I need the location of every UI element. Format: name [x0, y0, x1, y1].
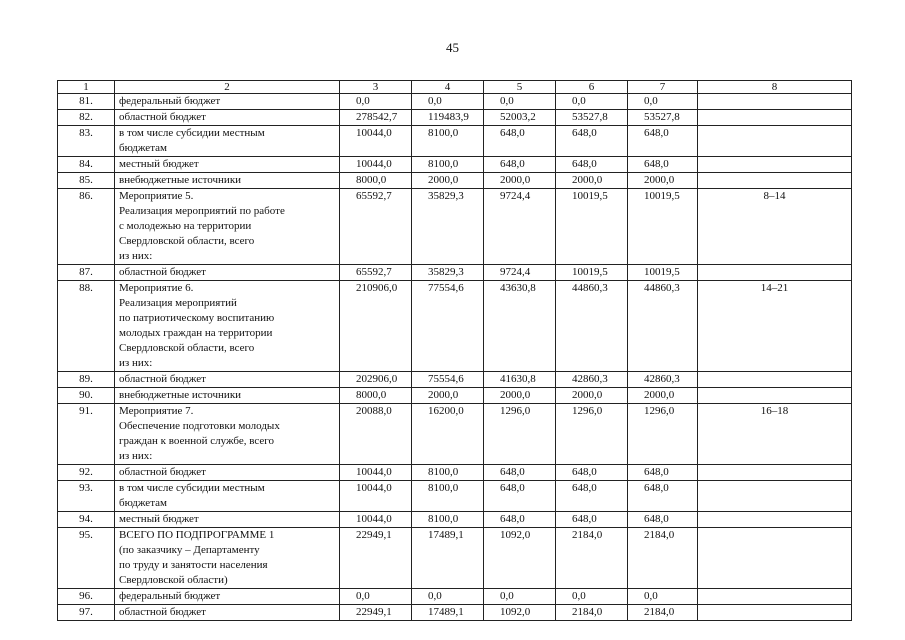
row-name-line: Мероприятие 5.: [119, 190, 194, 202]
target-ref-cell: [698, 94, 852, 110]
value-cell: 10019,5: [628, 189, 698, 265]
table-row: [58, 110, 852, 126]
value-cell: 77554,6: [412, 281, 484, 372]
row-name-line: из них:: [119, 450, 153, 462]
row-name: [115, 94, 340, 110]
row-name: [115, 528, 340, 589]
row-name: [115, 157, 340, 173]
row-number: 83.: [58, 126, 115, 157]
value-cell: 1092,0: [484, 605, 556, 621]
value-cell: 43630,8: [484, 281, 556, 372]
row-name-line: областной бюджет: [119, 111, 206, 123]
value-cell: 2184,0: [628, 605, 698, 621]
target-ref-cell: 8–14: [698, 189, 852, 265]
row-number: 91.: [58, 404, 115, 465]
value-cell: 648,0: [628, 481, 698, 512]
value-cell: 44860,3: [628, 281, 698, 372]
value-cell: 648,0: [628, 465, 698, 481]
value-cell: 53527,8: [556, 110, 628, 126]
header-row: [58, 81, 852, 94]
value-cell: 8100,0: [412, 481, 484, 512]
value-cell: 0,0: [628, 94, 698, 110]
header-cell: 8: [698, 81, 852, 94]
value-cell: 42860,3: [556, 372, 628, 388]
table-row: [58, 281, 852, 372]
budget-table: [57, 80, 852, 621]
value-cell: 0,0: [412, 589, 484, 605]
row-name-line: по патриотическому воспитанию: [119, 312, 275, 324]
row-name-line: Реализация мероприятий: [119, 297, 237, 309]
value-cell: 9724,4: [484, 189, 556, 265]
row-number: 97.: [58, 605, 115, 621]
row-name-line: Свердловской области, всего: [119, 235, 255, 247]
row-number: 94.: [58, 512, 115, 528]
value-cell: 8000,0: [340, 388, 412, 404]
value-cell: 10044,0: [340, 157, 412, 173]
value-cell: 648,0: [556, 465, 628, 481]
value-cell: 10044,0: [340, 126, 412, 157]
target-ref-cell: [698, 528, 852, 589]
target-ref-cell: [698, 372, 852, 388]
row-name-line: из них:: [119, 357, 153, 369]
table-row: [58, 528, 852, 589]
table-row: [58, 404, 852, 465]
row-number: 92.: [58, 465, 115, 481]
row-number: 95.: [58, 528, 115, 589]
value-cell: 278542,7: [340, 110, 412, 126]
value-cell: 0,0: [556, 94, 628, 110]
row-name-line: (по заказчику – Департаменту: [119, 544, 260, 556]
value-cell: 8100,0: [412, 157, 484, 173]
header-cell: 5: [484, 81, 556, 94]
value-cell: 2000,0: [556, 173, 628, 189]
table-row: [58, 157, 852, 173]
value-cell: 648,0: [484, 481, 556, 512]
value-cell: 9724,4: [484, 265, 556, 281]
row-name: [115, 372, 340, 388]
row-name-line: областной бюджет: [119, 373, 206, 385]
table-row: [58, 173, 852, 189]
value-cell: 648,0: [628, 126, 698, 157]
row-name-line: в том числе субсидии местным: [119, 127, 265, 139]
table-row: [58, 126, 852, 157]
row-name-line: Свердловской области, всего: [119, 342, 255, 354]
value-cell: 648,0: [556, 512, 628, 528]
table-body: [58, 94, 852, 621]
value-cell: 17489,1: [412, 528, 484, 589]
value-cell: 8100,0: [412, 465, 484, 481]
target-ref-cell: [698, 465, 852, 481]
value-cell: 0,0: [340, 589, 412, 605]
row-name-line: Свердловской области): [119, 574, 228, 586]
row-name-line: молодых граждан на территории: [119, 327, 273, 339]
header-cell: 1: [58, 81, 115, 94]
value-cell: 0,0: [340, 94, 412, 110]
header-cell: 6: [556, 81, 628, 94]
row-name: [115, 110, 340, 126]
row-name: [115, 512, 340, 528]
value-cell: 2000,0: [412, 173, 484, 189]
row-number: 87.: [58, 265, 115, 281]
row-name: [115, 605, 340, 621]
value-cell: 35829,3: [412, 189, 484, 265]
value-cell: 648,0: [484, 157, 556, 173]
value-cell: 648,0: [556, 481, 628, 512]
value-cell: 2184,0: [556, 528, 628, 589]
row-name-line: с молодежью на территории: [119, 220, 252, 232]
value-cell: 0,0: [412, 94, 484, 110]
row-name: [115, 281, 340, 372]
value-cell: 0,0: [484, 589, 556, 605]
value-cell: 0,0: [628, 589, 698, 605]
row-name-line: областной бюджет: [119, 266, 206, 278]
value-cell: 42860,3: [628, 372, 698, 388]
value-cell: 2000,0: [628, 388, 698, 404]
value-cell: 2184,0: [628, 528, 698, 589]
value-cell: 35829,3: [412, 265, 484, 281]
value-cell: 210906,0: [340, 281, 412, 372]
header-cell: 3: [340, 81, 412, 94]
target-ref-cell: [698, 388, 852, 404]
value-cell: 10044,0: [340, 465, 412, 481]
value-cell: 648,0: [484, 465, 556, 481]
row-name-line: бюджетам: [119, 497, 167, 509]
header-cell: 4: [412, 81, 484, 94]
value-cell: 8000,0: [340, 173, 412, 189]
header-cell: 2: [115, 81, 340, 94]
value-cell: 52003,2: [484, 110, 556, 126]
row-name: [115, 481, 340, 512]
row-number: 88.: [58, 281, 115, 372]
value-cell: 65592,7: [340, 265, 412, 281]
row-number: 82.: [58, 110, 115, 126]
target-ref-cell: [698, 605, 852, 621]
row-number: 84.: [58, 157, 115, 173]
value-cell: 2000,0: [484, 173, 556, 189]
value-cell: 8100,0: [412, 126, 484, 157]
row-name-line: Реализация мероприятий по работе: [119, 205, 285, 217]
row-name: [115, 189, 340, 265]
value-cell: 648,0: [484, 512, 556, 528]
target-ref-cell: [698, 481, 852, 512]
row-name-line: бюджетам: [119, 142, 167, 154]
row-name: [115, 404, 340, 465]
value-cell: 202906,0: [340, 372, 412, 388]
value-cell: 8100,0: [412, 512, 484, 528]
row-name-line: областной бюджет: [119, 606, 206, 618]
header-cell: 7: [628, 81, 698, 94]
row-name-line: Мероприятие 6.: [119, 282, 194, 294]
row-name-line: Обеспечение подготовки молодых: [119, 420, 280, 432]
value-cell: 1296,0: [556, 404, 628, 465]
target-ref-cell: [698, 173, 852, 189]
value-cell: 0,0: [484, 94, 556, 110]
row-name-line: областной бюджет: [119, 466, 206, 478]
value-cell: 65592,7: [340, 189, 412, 265]
row-name-line: по труду и занятости населения: [119, 559, 268, 571]
row-name-line: ВСЕГО ПО ПОДПРОГРАММЕ 1: [119, 529, 275, 541]
row-name-line: федеральный бюджет: [119, 590, 221, 602]
table-row: [58, 605, 852, 621]
value-cell: 1092,0: [484, 528, 556, 589]
target-ref-cell: 14–21: [698, 281, 852, 372]
row-number: 90.: [58, 388, 115, 404]
row-number: 93.: [58, 481, 115, 512]
target-ref-cell: [698, 126, 852, 157]
row-name: [115, 589, 340, 605]
row-name: [115, 465, 340, 481]
target-ref-cell: 16–18: [698, 404, 852, 465]
target-ref-cell: [698, 157, 852, 173]
target-ref-cell: [698, 512, 852, 528]
value-cell: 10019,5: [628, 265, 698, 281]
value-cell: 75554,6: [412, 372, 484, 388]
row-name-line: граждан к военной службе, всего: [119, 435, 275, 447]
value-cell: 2000,0: [412, 388, 484, 404]
table-row: [58, 388, 852, 404]
row-number: 89.: [58, 372, 115, 388]
row-number: 85.: [58, 173, 115, 189]
row-name: [115, 388, 340, 404]
row-name-line: местный бюджет: [119, 158, 199, 170]
row-number: 86.: [58, 189, 115, 265]
value-cell: 2000,0: [628, 173, 698, 189]
value-cell: 2000,0: [556, 388, 628, 404]
value-cell: 119483,9: [412, 110, 484, 126]
table-row: [58, 465, 852, 481]
table-row: [58, 372, 852, 388]
table-row: [58, 94, 852, 110]
value-cell: 2000,0: [484, 388, 556, 404]
value-cell: 648,0: [628, 512, 698, 528]
table-row: [58, 512, 852, 528]
target-ref-cell: [698, 589, 852, 605]
value-cell: 648,0: [556, 157, 628, 173]
value-cell: 2184,0: [556, 605, 628, 621]
value-cell: 10019,5: [556, 265, 628, 281]
value-cell: 44860,3: [556, 281, 628, 372]
target-ref-cell: [698, 110, 852, 126]
row-name-line: внебюджетные источники: [119, 174, 242, 186]
value-cell: 648,0: [628, 157, 698, 173]
row-name-line: внебюджетные источники: [119, 389, 242, 401]
target-ref-cell: [698, 265, 852, 281]
value-cell: 648,0: [556, 126, 628, 157]
row-name: [115, 265, 340, 281]
value-cell: 0,0: [556, 589, 628, 605]
row-name-line: в том числе субсидии местным: [119, 482, 265, 494]
row-name-line: местный бюджет: [119, 513, 199, 525]
row-name: [115, 126, 340, 157]
value-cell: 22949,1: [340, 605, 412, 621]
table-row: [58, 265, 852, 281]
value-cell: 1296,0: [628, 404, 698, 465]
value-cell: 16200,0: [412, 404, 484, 465]
value-cell: 22949,1: [340, 528, 412, 589]
value-cell: 10019,5: [556, 189, 628, 265]
row-name: [115, 173, 340, 189]
table-row: [58, 481, 852, 512]
value-cell: 41630,8: [484, 372, 556, 388]
value-cell: 10044,0: [340, 481, 412, 512]
value-cell: 17489,1: [412, 605, 484, 621]
table-row: [58, 589, 852, 605]
value-cell: 648,0: [484, 126, 556, 157]
row-name-line: из них:: [119, 250, 153, 262]
row-number: 81.: [58, 94, 115, 110]
value-cell: 1296,0: [484, 404, 556, 465]
value-cell: 20088,0: [340, 404, 412, 465]
value-cell: 53527,8: [628, 110, 698, 126]
value-cell: 10044,0: [340, 512, 412, 528]
row-name-line: федеральный бюджет: [119, 95, 221, 107]
page-number: 45: [446, 40, 459, 55]
row-name-line: Мероприятие 7.: [119, 405, 194, 417]
table-row: [58, 189, 852, 265]
row-number: 96.: [58, 589, 115, 605]
